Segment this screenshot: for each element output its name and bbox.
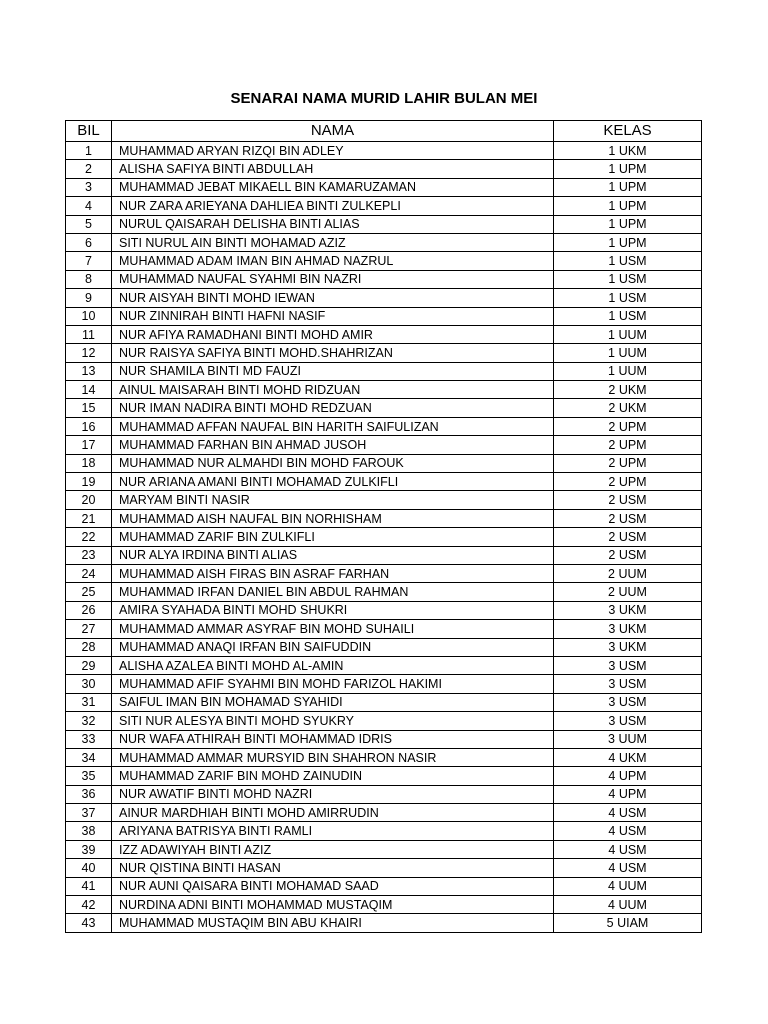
cell-kelas: 2 UUM: [554, 583, 702, 601]
cell-bil: 19: [66, 473, 112, 491]
table-row: [66, 399, 702, 417]
cell-nama: MUHAMMAD AFIF SYAHMI BIN MOHD FARIZOL HAKIMI: [112, 675, 554, 693]
table-row: [66, 252, 702, 270]
cell-bil: 24: [66, 564, 112, 582]
cell-kelas: 2 USM: [554, 491, 702, 509]
table-row: [66, 767, 702, 785]
cell-kelas: 3 UKM: [554, 601, 702, 619]
cell-nama: IZZ ADAWIYAH BINTI AZIZ: [112, 840, 554, 858]
cell-nama: NUR SHAMILA BINTI MD FAUZI: [112, 362, 554, 380]
table-row: [66, 877, 702, 895]
table-row: [66, 638, 702, 656]
cell-kelas: 3 UUM: [554, 730, 702, 748]
cell-kelas: 2 USM: [554, 528, 702, 546]
cell-kelas: 4 USM: [554, 859, 702, 877]
cell-kelas: 1 UPM: [554, 197, 702, 215]
table-row: [66, 215, 702, 233]
cell-kelas: 3 USM: [554, 693, 702, 711]
cell-bil: 17: [66, 436, 112, 454]
cell-nama: MUHAMMAD ZARIF BIN ZULKIFLI: [112, 528, 554, 546]
cell-bil: 8: [66, 270, 112, 288]
table-row: [66, 454, 702, 472]
table-header-row: [66, 121, 702, 142]
cell-bil: 3: [66, 178, 112, 196]
cell-bil: 30: [66, 675, 112, 693]
cell-bil: 36: [66, 785, 112, 803]
table-row: [66, 307, 702, 325]
cell-nama: MUHAMMAD NUR ALMAHDI BIN MOHD FAROUK: [112, 454, 554, 472]
cell-nama: MUHAMMAD FARHAN BIN AHMAD JUSOH: [112, 436, 554, 454]
cell-nama: MUHAMMAD AMMAR MURSYID BIN SHAHRON NASIR: [112, 748, 554, 766]
cell-kelas: 4 USM: [554, 822, 702, 840]
table-row: [66, 436, 702, 454]
cell-nama: SAIFUL IMAN BIN MOHAMAD SYAHIDI: [112, 693, 554, 711]
cell-nama: AINUL MAISARAH BINTI MOHD RIDZUAN: [112, 381, 554, 399]
cell-nama: MUHAMMAD AISH NAUFAL BIN NORHISHAM: [112, 509, 554, 527]
cell-nama: SITI NURUL AIN BINTI MOHAMAD AZIZ: [112, 233, 554, 251]
table-row: [66, 142, 702, 160]
cell-nama: NURUL QAISARAH DELISHA BINTI ALIAS: [112, 215, 554, 233]
table-row: [66, 712, 702, 730]
cell-bil: 41: [66, 877, 112, 895]
cell-kelas: 5 UIAM: [554, 914, 702, 932]
cell-nama: NUR RAISYA SAFIYA BINTI MOHD.SHAHRIZAN: [112, 344, 554, 362]
cell-bil: 18: [66, 454, 112, 472]
cell-nama: NUR AUNI QAISARA BINTI MOHAMAD SAAD: [112, 877, 554, 895]
cell-nama: ALISHA AZALEA BINTI MOHD AL-AMIN: [112, 656, 554, 674]
cell-nama: NUR ZINNIRAH BINTI HAFNI NASIF: [112, 307, 554, 325]
header-kelas: KELAS: [554, 121, 702, 142]
cell-kelas: 4 USM: [554, 840, 702, 858]
cell-nama: MUHAMMAD ADAM IMAN BIN AHMAD NAZRUL: [112, 252, 554, 270]
cell-kelas: 4 UUM: [554, 877, 702, 895]
cell-kelas: 1 USM: [554, 252, 702, 270]
table-row: [66, 528, 702, 546]
table-row: [66, 160, 702, 178]
table-row: [66, 675, 702, 693]
cell-nama: NUR ARIANA AMANI BINTI MOHAMAD ZULKIFLI: [112, 473, 554, 491]
cell-nama: MUHAMMAD MUSTAQIM BIN ABU KHAIRI: [112, 914, 554, 932]
cell-nama: MUHAMMAD JEBAT MIKAELL BIN KAMARUZAMAN: [112, 178, 554, 196]
table-row: [66, 748, 702, 766]
cell-bil: 28: [66, 638, 112, 656]
table-row: [66, 564, 702, 582]
cell-bil: 23: [66, 546, 112, 564]
cell-bil: 29: [66, 656, 112, 674]
table-row: [66, 362, 702, 380]
cell-bil: 11: [66, 325, 112, 343]
cell-bil: 43: [66, 914, 112, 932]
cell-nama: NUR AFIYA RAMADHANI BINTI MOHD AMIR: [112, 325, 554, 343]
cell-bil: 34: [66, 748, 112, 766]
table-row: [66, 289, 702, 307]
cell-bil: 25: [66, 583, 112, 601]
table-row: [66, 896, 702, 914]
cell-kelas: 4 UPM: [554, 785, 702, 803]
cell-bil: 7: [66, 252, 112, 270]
cell-bil: 39: [66, 840, 112, 858]
cell-bil: 9: [66, 289, 112, 307]
cell-kelas: 2 UPM: [554, 473, 702, 491]
cell-bil: 37: [66, 804, 112, 822]
table-row: [66, 804, 702, 822]
cell-kelas: 1 USM: [554, 289, 702, 307]
cell-kelas: 1 USM: [554, 307, 702, 325]
cell-bil: 21: [66, 509, 112, 527]
cell-nama: MUHAMMAD AFFAN NAUFAL BIN HARITH SAIFULIZAN: [112, 417, 554, 435]
cell-kelas: 1 UUM: [554, 325, 702, 343]
cell-nama: NUR ZARA ARIEYANA DAHLIEA BINTI ZULKEPLI: [112, 197, 554, 215]
table-row: [66, 381, 702, 399]
cell-kelas: 3 UKM: [554, 638, 702, 656]
cell-kelas: 4 UPM: [554, 767, 702, 785]
cell-bil: 20: [66, 491, 112, 509]
cell-bil: 14: [66, 381, 112, 399]
cell-kelas: 2 UKM: [554, 381, 702, 399]
table-row: [66, 822, 702, 840]
cell-kelas: 4 USM: [554, 804, 702, 822]
cell-nama: MUHAMMAD AMMAR ASYRAF BIN MOHD SUHAILI: [112, 620, 554, 638]
header-nama: NAMA: [112, 121, 554, 142]
cell-kelas: 1 UUM: [554, 344, 702, 362]
cell-kelas: 2 UKM: [554, 399, 702, 417]
cell-nama: AMIRA SYAHADA BINTI MOHD SHUKRI: [112, 601, 554, 619]
cell-nama: AINUR MARDHIAH BINTI MOHD AMIRRUDIN: [112, 804, 554, 822]
cell-nama: ALISHA SAFIYA BINTI ABDULLAH: [112, 160, 554, 178]
cell-nama: NUR IMAN NADIRA BINTI MOHD REDZUAN: [112, 399, 554, 417]
cell-nama: NUR AWATIF BINTI MOHD NAZRI: [112, 785, 554, 803]
table-row: [66, 509, 702, 527]
table-row: [66, 785, 702, 803]
cell-bil: 27: [66, 620, 112, 638]
cell-kelas: 3 USM: [554, 712, 702, 730]
table-row: [66, 693, 702, 711]
cell-nama: MUHAMMAD ANAQI IRFAN BIN SAIFUDDIN: [112, 638, 554, 656]
cell-kelas: 1 UPM: [554, 178, 702, 196]
cell-kelas: 2 UPM: [554, 436, 702, 454]
cell-bil: 40: [66, 859, 112, 877]
table-row: [66, 197, 702, 215]
cell-bil: 42: [66, 896, 112, 914]
table-row: [66, 344, 702, 362]
cell-nama: NUR WAFA ATHIRAH BINTI MOHAMMAD IDRIS: [112, 730, 554, 748]
cell-nama: NUR ALYA IRDINA BINTI ALIAS: [112, 546, 554, 564]
cell-kelas: 1 UKM: [554, 142, 702, 160]
cell-kelas: 1 UPM: [554, 233, 702, 251]
cell-bil: 1: [66, 142, 112, 160]
cell-nama: MUHAMMAD AISH FIRAS BIN ASRAF FARHAN: [112, 564, 554, 582]
cell-bil: 16: [66, 417, 112, 435]
cell-bil: 31: [66, 693, 112, 711]
cell-bil: 13: [66, 362, 112, 380]
cell-nama: MUHAMMAD ZARIF BIN MOHD ZAINUDIN: [112, 767, 554, 785]
table-row: [66, 270, 702, 288]
cell-kelas: 4 UUM: [554, 896, 702, 914]
document-title: SENARAI NAMA MURID LAHIR BULAN MEI: [230, 90, 538, 107]
cell-bil: 32: [66, 712, 112, 730]
table-row: [66, 620, 702, 638]
cell-bil: 38: [66, 822, 112, 840]
cell-bil: 5: [66, 215, 112, 233]
cell-bil: 4: [66, 197, 112, 215]
cell-bil: 10: [66, 307, 112, 325]
table-row: [66, 730, 702, 748]
table-row: [66, 233, 702, 251]
cell-bil: 15: [66, 399, 112, 417]
table-row: [66, 914, 702, 932]
table-row: [66, 178, 702, 196]
table-row: [66, 417, 702, 435]
table-row: [66, 583, 702, 601]
student-table: [65, 120, 702, 933]
table-row: [66, 656, 702, 674]
cell-kelas: 1 UPM: [554, 215, 702, 233]
cell-bil: 2: [66, 160, 112, 178]
cell-kelas: 2 UPM: [554, 417, 702, 435]
cell-nama: NURDINA ADNI BINTI MOHAMMAD MUSTAQIM: [112, 896, 554, 914]
table-row: [66, 859, 702, 877]
cell-nama: ARIYANA BATRISYA BINTI RAMLI: [112, 822, 554, 840]
cell-nama: NUR AISYAH BINTI MOHD IEWAN: [112, 289, 554, 307]
cell-bil: 26: [66, 601, 112, 619]
cell-bil: 12: [66, 344, 112, 362]
cell-kelas: 2 USM: [554, 509, 702, 527]
cell-kelas: 3 UKM: [554, 620, 702, 638]
header-bil: BIL: [66, 121, 112, 142]
cell-kelas: 3 USM: [554, 675, 702, 693]
table-row: [66, 491, 702, 509]
cell-nama: MUHAMMAD NAUFAL SYAHMI BIN NAZRI: [112, 270, 554, 288]
cell-nama: MUHAMMAD ARYAN RIZQI BIN ADLEY: [112, 142, 554, 160]
table-row: [66, 840, 702, 858]
table-row: [66, 473, 702, 491]
table-row: [66, 601, 702, 619]
cell-kelas: 3 USM: [554, 656, 702, 674]
cell-nama: SITI NUR ALESYA BINTI MOHD SYUKRY: [112, 712, 554, 730]
table-row: [66, 546, 702, 564]
cell-kelas: 2 UUM: [554, 564, 702, 582]
cell-kelas: 4 UKM: [554, 748, 702, 766]
cell-bil: 6: [66, 233, 112, 251]
table-row: [66, 325, 702, 343]
cell-kelas: 1 UUM: [554, 362, 702, 380]
table-body: [66, 142, 702, 933]
cell-nama: NUR QISTINA BINTI HASAN: [112, 859, 554, 877]
cell-nama: MUHAMMAD IRFAN DANIEL BIN ABDUL RAHMAN: [112, 583, 554, 601]
cell-kelas: 2 USM: [554, 546, 702, 564]
cell-kelas: 2 UPM: [554, 454, 702, 472]
cell-kelas: 1 USM: [554, 270, 702, 288]
cell-bil: 35: [66, 767, 112, 785]
cell-kelas: 1 UPM: [554, 160, 702, 178]
cell-nama: MARYAM BINTI NASIR: [112, 491, 554, 509]
cell-bil: 33: [66, 730, 112, 748]
cell-bil: 22: [66, 528, 112, 546]
